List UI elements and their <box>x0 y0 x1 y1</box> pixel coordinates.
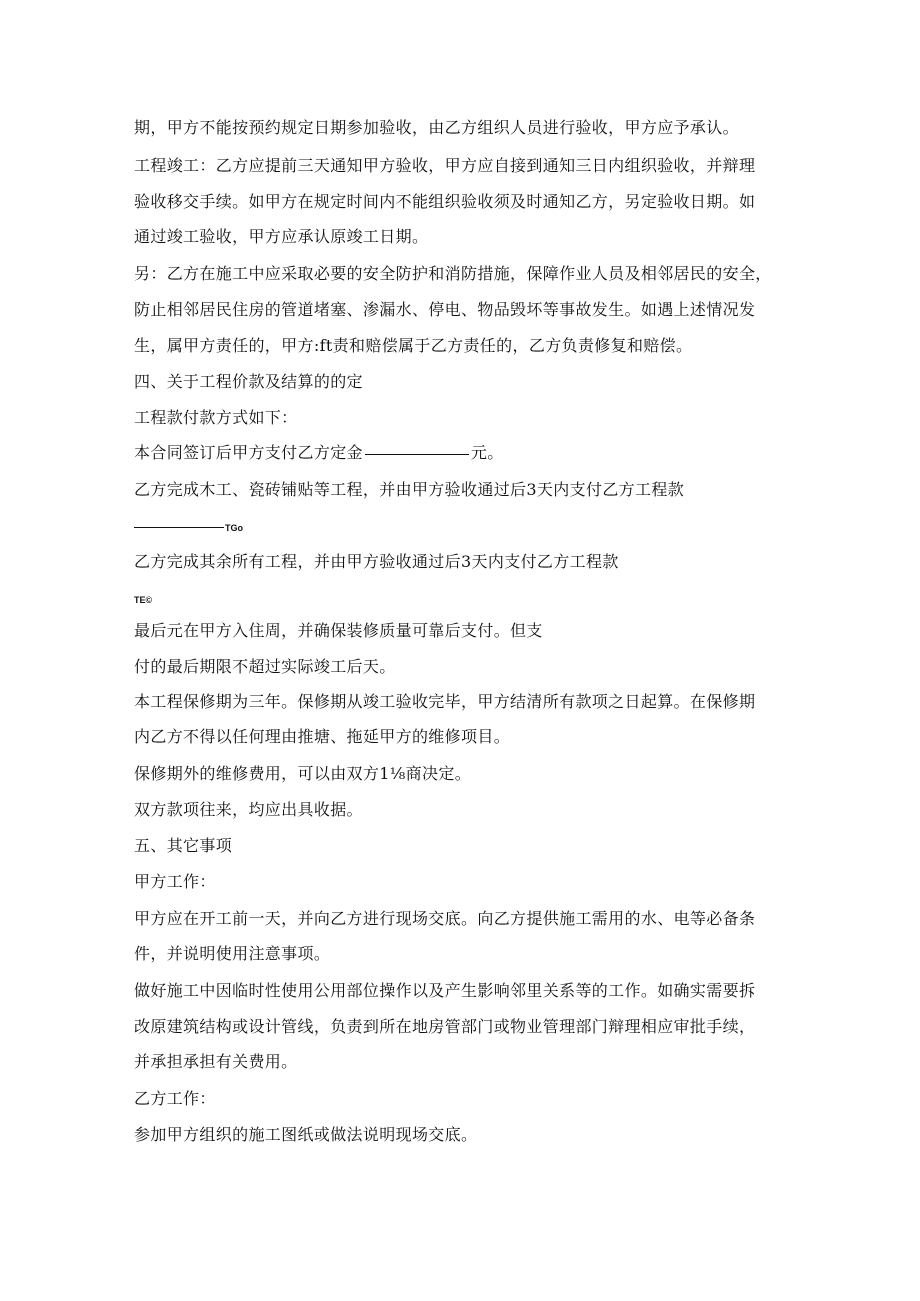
paragraph-line: 生，属甲方责任的，甲方:ft责和赔偿属于乙方责任的，乙方负责修复和赔偿。 <box>134 336 693 355</box>
section-heading: 四、关于工程价款及结算的的定 <box>134 372 363 391</box>
paragraph-line: 防止相邻居民住房的管道堵塞、渗漏水、停电、物品毁坏等事故发生。如遇上述情况发 <box>134 300 756 319</box>
paragraph-line: 内乙方不得以任何理由推塘、拖延甲方的维修项目。 <box>134 727 511 746</box>
deposit-amount-blank <box>365 453 469 455</box>
section-heading: 五、其它事项 <box>134 836 233 855</box>
paragraph-line: 双方款项往来，均应出具收据。 <box>134 800 363 819</box>
paragraph-line: 最后元在甲方入住周，并确保装修质量可靠后支付。但支 <box>134 621 543 640</box>
payment-amount-suffix: TE© <box>134 595 153 605</box>
paragraph-line: 本工程保修期为三年。保修期从竣工验收完毕，甲方结清所有款项之日起算。在保修期 <box>134 692 756 711</box>
paragraph-line <box>134 443 794 463</box>
paragraph-line: 乙方完成木工、瓷砖铺贴等工程，并由甲方验收通过后3天内支付乙方工程款 <box>134 480 685 499</box>
payment-amount-blank <box>134 526 224 528</box>
paragraph-line: 期，甲方不能按预约规定日期参加验收，由乙方组织人员进行验收，甲方应予承认。 <box>134 118 739 137</box>
subheading: 甲方工作： <box>134 872 216 891</box>
paragraph-line: 保修期外的维修费用，可以由双方1⅛商决定。 <box>134 764 472 783</box>
paragraph-line: 甲方应在开工前一天，并向乙方进行现场交底。向乙方提供施工需用的水、电等必备条 <box>134 909 756 928</box>
subheading: 乙方工作： <box>134 1089 216 1108</box>
paragraph-line: 乙方完成其余所有工程，并由甲方验收通过后3天内支付乙方工程款 <box>134 552 619 571</box>
paragraph-line: 付的最后期限不超过实际竣工后天。 <box>134 657 396 676</box>
paragraph-line: 件，并说明使用注意事项。 <box>134 944 331 963</box>
payment-amount-line <box>134 522 794 534</box>
paragraph-line: 通过竣工验收，甲方应承认原竣工日期。 <box>134 227 429 246</box>
paragraph-line: 改原建筑结构或设计管线，负责到所在地房管部门或物业管理部门辩理相应审批手续， <box>134 1017 756 1036</box>
deposit-unit: 元。 <box>470 443 504 462</box>
paragraph-line: 工程款付款方式如下： <box>134 408 298 427</box>
paragraph-line: 做好施工中因临时性使用公用部位操作以及产生影响邻里关系等的工作。如确实需要拆 <box>134 981 756 1000</box>
paragraph-line: 工程竣工：乙方应提前三天通知甲方验收，甲方应自接到通知三日内组织验收，并辩理 <box>134 156 756 175</box>
deposit-text: 本合同签订后甲方支付乙方定金 <box>134 443 363 462</box>
payment-amount-suffix: TGo <box>225 523 243 533</box>
paragraph-line: 并承担承担有关费用。 <box>134 1052 298 1071</box>
paragraph-line: 另：乙方在施工中应采取必要的安全防护和消防措施，保障作业人员及相邻居民的安全， <box>134 264 772 283</box>
paragraph-line: 验收移交手续。如甲方在规定时间内不能组织验收须及时通知乙方，另定验收日期。如 <box>134 192 756 211</box>
paragraph-line: 参加甲方组织的施工图纸或做法说明现场交底。 <box>134 1125 478 1144</box>
